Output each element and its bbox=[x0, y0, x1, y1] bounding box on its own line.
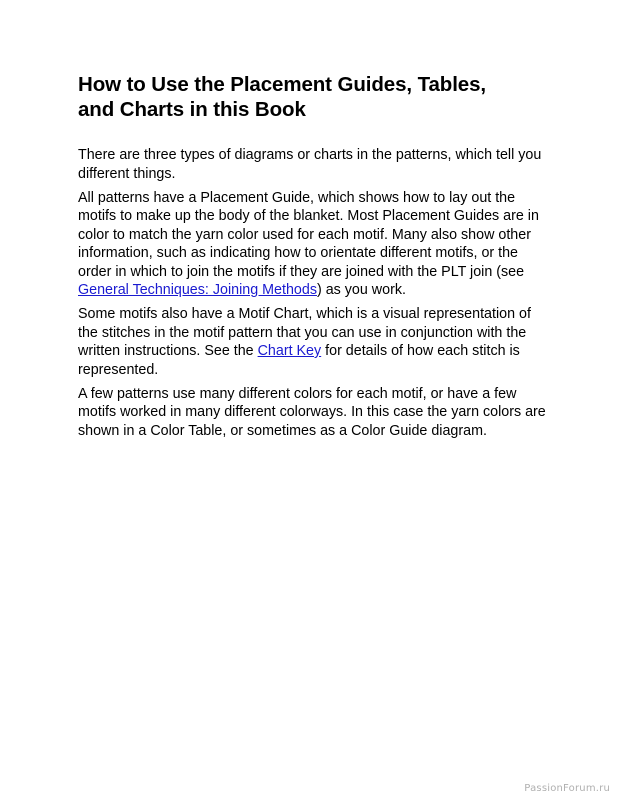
paragraph-motif-chart bbox=[78, 305, 548, 379]
paragraph-placement-guide-text: All patterns have a Placement Guide, which shows how to lay out the motifs to make up the body of the blanket. Most Placement Guides are in color to match the yarn color used for each motif. Many also show other information, such as indicating how to orientate different motifs, or the order in which to join the motifs if they are joined with the PLT join (see bbox=[78, 189, 539, 280]
page-title-line-2: and Charts in this Book bbox=[78, 98, 306, 121]
paragraph-color-table: A few patterns use many different colors for each motif, or have a few motifs worked in many different colorways. In this case the yarn colors are shown in a Color Table, or sometimes as a Color Guide diagram. bbox=[78, 385, 546, 439]
watermark: PassionForum.ru bbox=[524, 783, 610, 794]
page-title bbox=[78, 72, 548, 122]
page-title-line-1: How to Use the Placement Guides, Tables, bbox=[78, 73, 487, 96]
link-general-techniques-joining-methods[interactable]: General Techniques: Joining Methods bbox=[78, 282, 317, 298]
paragraph-intro: There are three types of diagrams or charts in the patterns, which tell you different things. bbox=[78, 147, 542, 182]
paragraph-placement-guide bbox=[78, 189, 548, 300]
paragraph-placement-guide-text-end: ) as you work. bbox=[316, 282, 406, 298]
link-chart-key[interactable]: Chart Key bbox=[257, 343, 322, 359]
paragraph-motif-chart-text: Some motifs also have a Motif Chart, which is a visual representation of the stitches in the motif pattern that you can use in conjunction with the written instructions. See the bbox=[78, 306, 531, 359]
body-text bbox=[78, 146, 548, 440]
paragraph-motif-chart-text-end: for details of how each stitch is represented. bbox=[78, 343, 520, 378]
document-page bbox=[78, 72, 548, 446]
